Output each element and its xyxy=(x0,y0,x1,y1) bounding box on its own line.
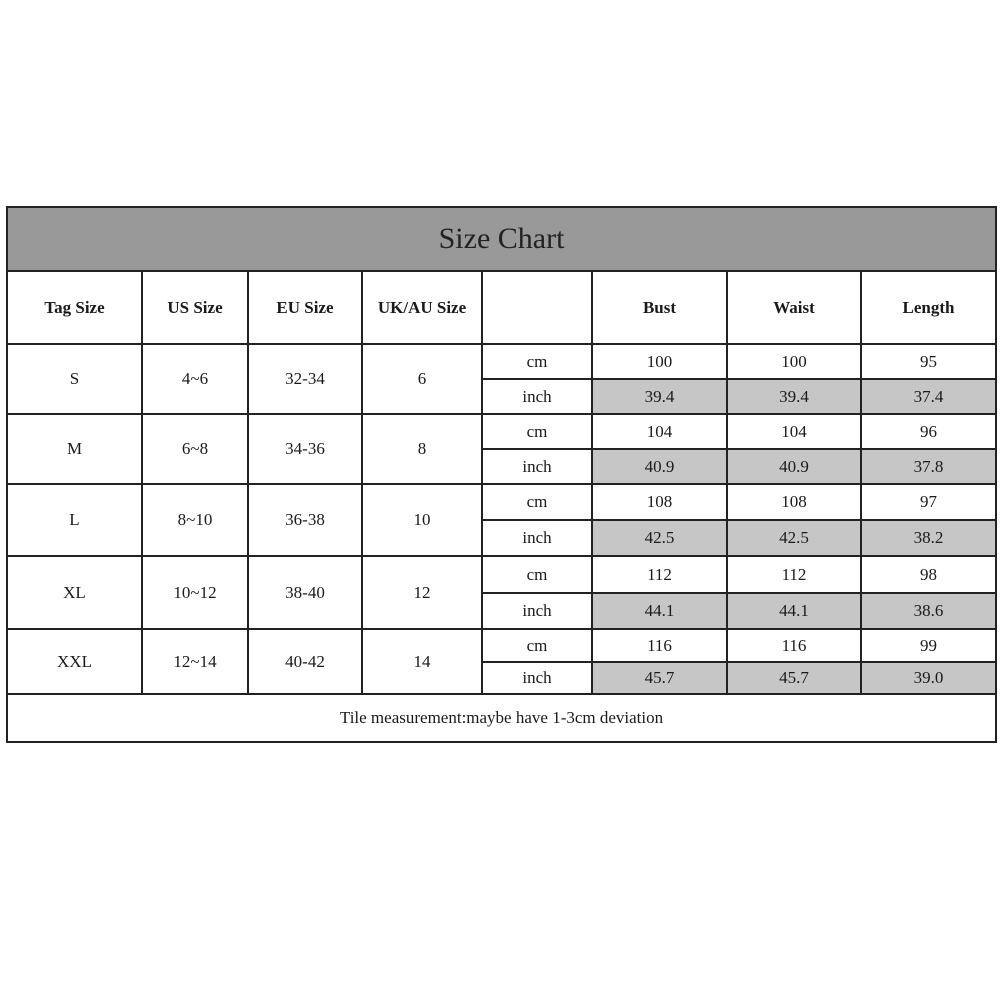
us-size-cell: 6~8 xyxy=(142,414,248,484)
unit-cell: inch xyxy=(482,662,592,694)
eu-size-cell: 38-40 xyxy=(248,556,362,629)
us-size-cell: 10~12 xyxy=(142,556,248,629)
length-cell: 95 xyxy=(861,344,996,379)
header-bust: Bust xyxy=(592,271,727,344)
tag-size-cell: XXL xyxy=(7,629,142,694)
header-waist: Waist xyxy=(727,271,861,344)
eu-size-cell: 36-38 xyxy=(248,484,362,556)
waist-cell: 42.5 xyxy=(727,520,861,556)
length-cell: 39.0 xyxy=(861,662,996,694)
waist-cell: 40.9 xyxy=(727,449,861,484)
header-unit xyxy=(482,271,592,344)
bust-cell: 112 xyxy=(592,556,727,593)
unit-cell: cm xyxy=(482,556,592,593)
bust-cell: 39.4 xyxy=(592,379,727,414)
unit-cell: cm xyxy=(482,344,592,379)
length-cell: 97 xyxy=(861,484,996,520)
waist-cell: 108 xyxy=(727,484,861,520)
unit-cell: inch xyxy=(482,379,592,414)
table-row xyxy=(7,556,996,593)
waist-cell: 44.1 xyxy=(727,593,861,629)
header-length: Length xyxy=(861,271,996,344)
measurement-note: Tile measurement:maybe have 1-3cm deviation xyxy=(7,694,996,742)
bust-cell: 44.1 xyxy=(592,593,727,629)
waist-cell: 104 xyxy=(727,414,861,449)
table-row xyxy=(7,484,996,520)
tag-size-cell: XL xyxy=(7,556,142,629)
unit-cell: inch xyxy=(482,449,592,484)
header-ukau-size: UK/AU Size xyxy=(362,271,482,344)
ukau-size-cell: 14 xyxy=(362,629,482,694)
header-us-size: US Size xyxy=(142,271,248,344)
eu-size-cell: 34-36 xyxy=(248,414,362,484)
bust-cell: 116 xyxy=(592,629,727,662)
table-row xyxy=(7,629,996,662)
bust-cell: 42.5 xyxy=(592,520,727,556)
tag-size-cell: L xyxy=(7,484,142,556)
length-cell: 37.4 xyxy=(861,379,996,414)
chart-title: Size Chart xyxy=(7,207,996,271)
waist-cell: 112 xyxy=(727,556,861,593)
waist-cell: 116 xyxy=(727,629,861,662)
length-cell: 96 xyxy=(861,414,996,449)
us-size-cell: 12~14 xyxy=(142,629,248,694)
length-cell: 38.6 xyxy=(861,593,996,629)
header-eu-size: EU Size xyxy=(248,271,362,344)
size-chart-table xyxy=(6,206,997,743)
length-cell: 38.2 xyxy=(861,520,996,556)
ukau-size-cell: 6 xyxy=(362,344,482,414)
unit-cell: cm xyxy=(482,414,592,449)
length-cell: 98 xyxy=(861,556,996,593)
us-size-cell: 8~10 xyxy=(142,484,248,556)
us-size-cell: 4~6 xyxy=(142,344,248,414)
table-row xyxy=(7,344,996,379)
ukau-size-cell: 8 xyxy=(362,414,482,484)
bust-cell: 104 xyxy=(592,414,727,449)
bust-cell: 100 xyxy=(592,344,727,379)
bust-cell: 40.9 xyxy=(592,449,727,484)
eu-size-cell: 32-34 xyxy=(248,344,362,414)
ukau-size-cell: 12 xyxy=(362,556,482,629)
header-tag-size: Tag Size xyxy=(7,271,142,344)
unit-cell: inch xyxy=(482,593,592,629)
table-row xyxy=(7,414,996,449)
ukau-size-cell: 10 xyxy=(362,484,482,556)
header-row xyxy=(7,271,996,344)
length-cell: 37.8 xyxy=(861,449,996,484)
bust-cell: 108 xyxy=(592,484,727,520)
unit-cell: cm xyxy=(482,484,592,520)
waist-cell: 39.4 xyxy=(727,379,861,414)
eu-size-cell: 40-42 xyxy=(248,629,362,694)
waist-cell: 100 xyxy=(727,344,861,379)
length-cell: 99 xyxy=(861,629,996,662)
bust-cell: 45.7 xyxy=(592,662,727,694)
waist-cell: 45.7 xyxy=(727,662,861,694)
tag-size-cell: M xyxy=(7,414,142,484)
unit-cell: inch xyxy=(482,520,592,556)
unit-cell: cm xyxy=(482,629,592,662)
tag-size-cell: S xyxy=(7,344,142,414)
